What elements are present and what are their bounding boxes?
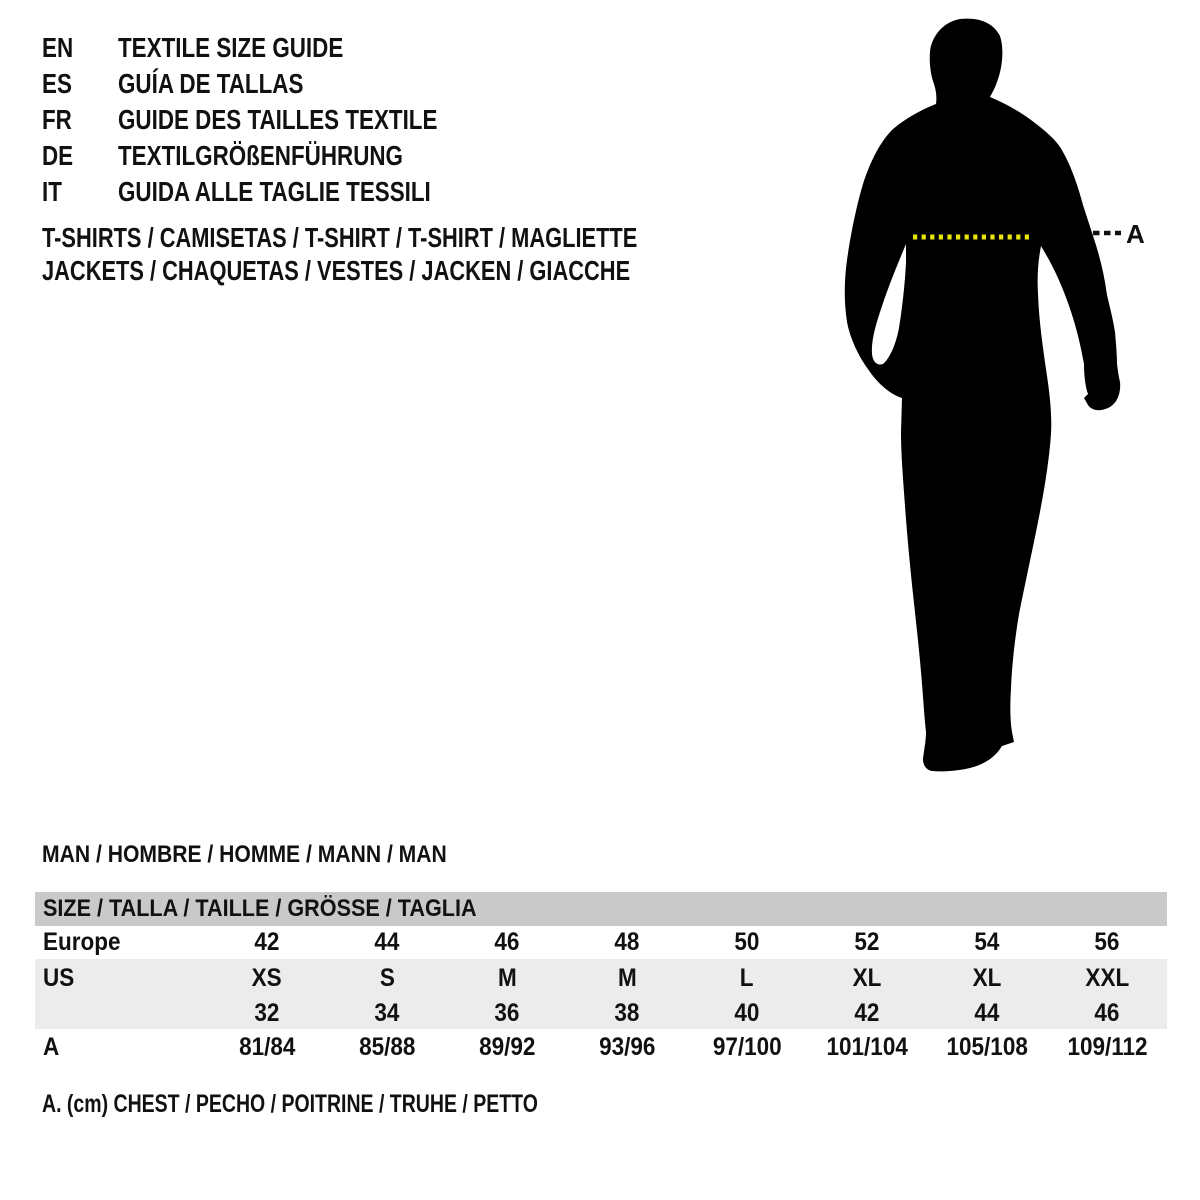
language-row [42, 30, 517, 66]
garment-categories [42, 221, 805, 287]
language-row [42, 138, 517, 174]
cell: S [379, 964, 395, 992]
size-table-header-text: SIZE / TALLA / TAILLE / GRÖSSE / TAGLIA [43, 895, 477, 922]
cell: 89/92 [478, 1032, 536, 1061]
cell: 105/108 [946, 1032, 1028, 1061]
cell: 44 [974, 999, 1000, 1027]
language-code: FR [42, 104, 72, 135]
cell: 42 [854, 999, 880, 1027]
cell: M [497, 964, 517, 992]
cell: XXL [1085, 964, 1129, 992]
cell: 36 [494, 999, 520, 1027]
cell: 48 [614, 928, 640, 956]
table-row-chest-cm [35, 1029, 1167, 1065]
cell: 52 [854, 928, 880, 956]
cell: 85/88 [358, 1032, 416, 1061]
cell: 56 [1094, 928, 1120, 956]
measurement-footnote [42, 1090, 678, 1119]
marker-label-a: A [1126, 219, 1145, 249]
cell: 44 [374, 928, 400, 956]
language-title: GUIDE DES TAILLES TEXTILE [118, 104, 438, 135]
language-title: TEXTILGRÖßENFÜHRUNG [118, 140, 403, 171]
cell: 101/104 [826, 1032, 908, 1061]
cell: 54 [974, 928, 1000, 956]
cell: M [617, 964, 637, 992]
size-table-header [35, 892, 1167, 926]
cell: 42 [254, 928, 280, 956]
row-label: Europe [43, 928, 121, 956]
cell: 46 [494, 928, 520, 956]
section-title-man [42, 841, 502, 869]
cell: 93/96 [598, 1032, 656, 1061]
language-row [42, 102, 517, 138]
table-row-us [35, 959, 1167, 998]
section-title-text: MAN / HOMBRE / HOMME / MANN / MAN [42, 841, 447, 868]
table-row-numeric [35, 998, 1167, 1029]
man-silhouette-figure [830, 14, 1150, 784]
category-tshirts: T-SHIRTS / CAMISETAS / T-SHIRT / T-SHIRT / MAGLIETTE [42, 222, 638, 253]
language-code: ES [42, 68, 72, 99]
language-row [42, 66, 517, 102]
cell: 97/100 [712, 1032, 782, 1061]
cell: 32 [254, 999, 280, 1027]
table-row-europe [35, 926, 1167, 959]
row-label: A [43, 1032, 60, 1061]
cell: L [740, 964, 754, 992]
cell: XL [972, 964, 1002, 992]
language-row [42, 174, 517, 210]
size-table [35, 892, 1167, 1065]
cell: XL [852, 964, 882, 992]
language-title: GUÍA DE TALLAS [118, 68, 304, 99]
measurement-footnote-text: A. (cm) CHEST / PECHO / POITRINE / TRUHE / PETTO [42, 1090, 538, 1118]
category-jackets: JACKETS / CHAQUETAS / VESTES / JACKEN / GIACCHE [42, 255, 631, 286]
language-title-list [42, 30, 517, 210]
language-title: GUIDA ALLE TAGLIE TESSILI [118, 176, 431, 207]
language-title: TEXTILE SIZE GUIDE [118, 32, 344, 63]
cell: XS [251, 964, 283, 992]
cell: 50 [734, 928, 760, 956]
row-label: US [43, 964, 75, 992]
cell: 109/112 [1066, 1032, 1148, 1061]
cell: 40 [734, 999, 760, 1027]
man-silhouette [845, 19, 1120, 772]
cell: 81/84 [238, 1032, 296, 1061]
language-code: DE [42, 140, 74, 171]
cell: 46 [1094, 999, 1120, 1027]
language-code: IT [42, 176, 62, 207]
language-code: EN [42, 32, 74, 63]
cell: 38 [614, 999, 640, 1027]
cell: 34 [374, 999, 400, 1027]
